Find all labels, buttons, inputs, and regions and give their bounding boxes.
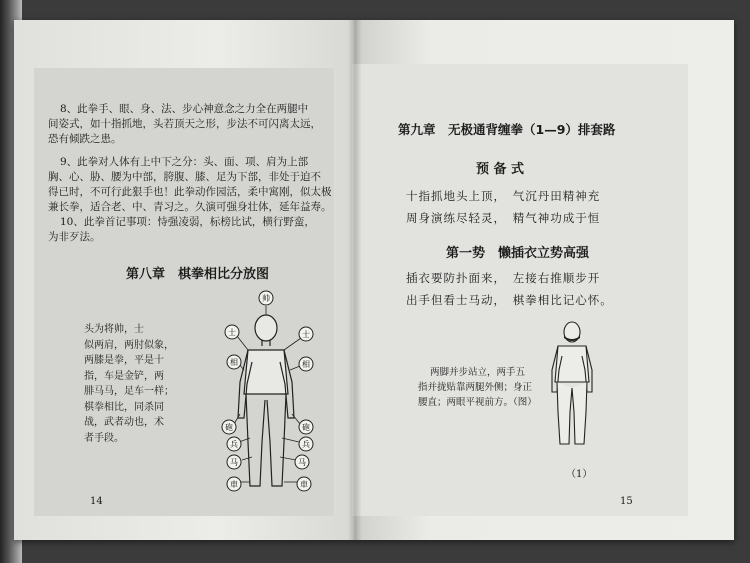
chess-label: 帅 [262, 294, 270, 303]
paragraph-line: 8、此拳手、眼、身、法、步心神意念之力全在两腿中 [60, 103, 309, 115]
chess-label: 士 [228, 328, 236, 337]
chess-label: 兵 [230, 440, 238, 449]
standing-figure [542, 320, 602, 450]
chess-label: 車 [230, 480, 238, 489]
chess-label: 兵 [302, 440, 310, 449]
page-number: 14 [90, 496, 103, 507]
paragraph-line: 胸、心、胁、腰为中部，胯腹、膝、足为下部，非处于迫不 [48, 171, 321, 183]
paragraph-line: 得已时，不可行此狠手也！此拳动作园活，柔中寓刚，似太极 [48, 186, 332, 198]
paragraph-line: 9、此拳对人体有上中下之分：头、面、项、肩为上部 [60, 156, 309, 168]
caption-line: 腰直；两眼平视前方。（图） [418, 397, 537, 408]
chess-label: 車 [300, 480, 308, 489]
verse-line: 出手但看士马动， 棋拳相比记心怀。 [406, 293, 613, 307]
book-gutter [348, 20, 362, 540]
chess-label: 相 [302, 360, 310, 369]
caption-line: 指并拢贴靠两腿外侧；身正 [418, 382, 533, 393]
paragraph-line: 为非歹法。 [48, 231, 101, 243]
paragraph-line: 兼长拳，适合老、中、青习之。久演可强身壮体，延年益寿。 [48, 201, 332, 213]
figure-label: （1） [566, 469, 593, 480]
paragraph-line: 恐有倾跌之患。 [48, 133, 122, 145]
side-text: 头为将帅，士 似两肩，两肘似象， 两膝是拳，平是十 指，车是金铲，两 腓马马，足车一样； 棋拳相比，同杀同 战，武者动也，术 者手段。 [84, 324, 174, 444]
caption-line: 两脚并步站立，两手五 [430, 367, 526, 378]
chapter-title: 第八章 棋拳相比分放图 [126, 267, 270, 282]
section-title: 预 备 式 [476, 162, 525, 177]
paragraph-line: 间姿式，如十指抓地，头若顶天之形，步法不可闪离太远， [48, 118, 321, 130]
chess-label: 砲 [225, 423, 233, 432]
page-number: 15 [620, 496, 633, 507]
verse-line: 插衣要防扑面来， 左接右推顺步开 [406, 271, 601, 285]
move-title: 第一势 懒插衣立势高强 [446, 246, 590, 261]
chess-body-figure [204, 282, 334, 492]
paragraph-line: 10、此拳首记事项：恃强凌弱，标榜比试，横行野蛮， [60, 216, 315, 228]
verse-line: 周身演练尽轻灵， 精气神功成于恒 [406, 211, 601, 225]
chess-label: 马 [298, 458, 306, 467]
chess-label: 马 [230, 458, 238, 467]
chess-label: 相 [230, 358, 238, 367]
open-book [14, 20, 734, 540]
chapter-title: 第九章 无极通背缠拳（1—9）排套路 [398, 122, 616, 137]
verse-line: 十指抓地头上顶， 气沉丹田精神充 [406, 189, 601, 203]
chess-label: 砲 [302, 423, 310, 432]
chess-label: 士 [302, 330, 310, 339]
